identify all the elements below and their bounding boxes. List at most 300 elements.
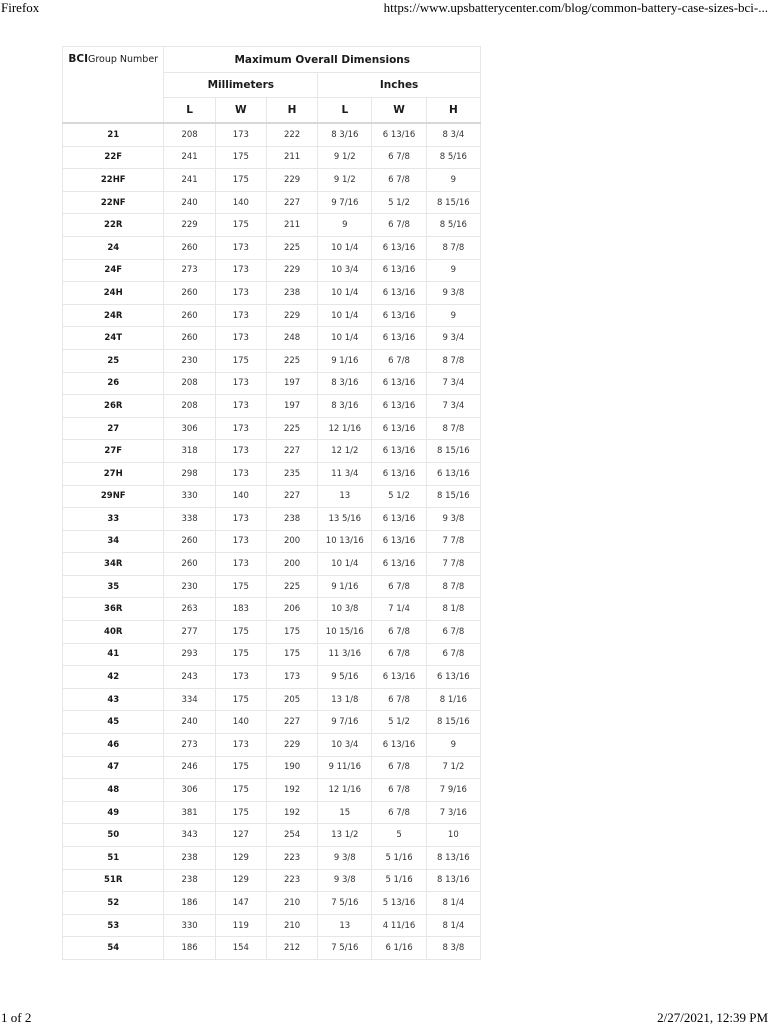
mm-width-cell: 183: [215, 598, 266, 621]
table-row: [63, 688, 481, 711]
in-height-cell: 8 7/8: [426, 236, 480, 259]
in-height-cell: 8 5/16: [426, 146, 480, 169]
in-width-cell: 6 7/8: [372, 779, 426, 802]
table-row: [63, 146, 481, 169]
col-header-mm-width: W: [215, 98, 266, 124]
in-length-cell: 10 13/16: [318, 530, 372, 553]
mm-width-cell: 173: [215, 327, 266, 350]
in-height-cell: 6 13/16: [426, 666, 480, 689]
group-cell: 36R: [63, 598, 164, 621]
group-cell: 52: [63, 892, 164, 915]
table-row: [63, 914, 481, 937]
table-row: [63, 282, 481, 305]
in-height-cell: 8 5/16: [426, 214, 480, 237]
table-row: [63, 621, 481, 644]
in-length-cell: 11 3/16: [318, 643, 372, 666]
in-width-cell: 6 13/16: [372, 530, 426, 553]
mm-width-cell: 173: [215, 123, 266, 146]
in-height-cell: 7 3/4: [426, 372, 480, 395]
in-length-cell: 9 5/16: [318, 666, 372, 689]
group-cell: 27: [63, 417, 164, 440]
mm-length-cell: 293: [164, 643, 215, 666]
in-length-cell: 9: [318, 214, 372, 237]
mm-height-cell: 205: [266, 688, 317, 711]
in-width-cell: 6 13/16: [372, 236, 426, 259]
in-length-cell: 9 1/16: [318, 575, 372, 598]
in-height-cell: 8 3/4: [426, 123, 480, 146]
in-height-cell: 9: [426, 259, 480, 282]
in-width-cell: 6 7/8: [372, 643, 426, 666]
in-width-cell: 6 13/16: [372, 282, 426, 305]
group-cell: 34R: [63, 553, 164, 576]
mm-length-cell: 260: [164, 236, 215, 259]
in-height-cell: 8 13/16: [426, 869, 480, 892]
mm-length-cell: 260: [164, 553, 215, 576]
mm-height-cell: 210: [266, 914, 317, 937]
in-width-cell: 6 13/16: [372, 259, 426, 282]
mm-height-cell: 211: [266, 214, 317, 237]
in-length-cell: 13 5/16: [318, 508, 372, 531]
table-row: [63, 847, 481, 870]
group-cell: 35: [63, 575, 164, 598]
mm-width-cell: 129: [215, 847, 266, 870]
in-width-cell: 6 13/16: [372, 123, 426, 146]
mm-length-cell: 260: [164, 282, 215, 305]
mm-height-cell: 210: [266, 892, 317, 915]
in-width-cell: 6 7/8: [372, 801, 426, 824]
in-width-cell: 6 7/8: [372, 756, 426, 779]
group-cell: 43: [63, 688, 164, 711]
in-length-cell: 10 3/8: [318, 598, 372, 621]
group-cell: 54: [63, 937, 164, 960]
in-width-cell: 4 11/16: [372, 914, 426, 937]
in-length-cell: 7 5/16: [318, 892, 372, 915]
in-height-cell: 9 3/8: [426, 508, 480, 531]
table-row: [63, 779, 481, 802]
millimeters-header: Millimeters: [164, 73, 318, 98]
table-row: [63, 711, 481, 734]
mm-length-cell: 208: [164, 395, 215, 418]
mm-length-cell: 238: [164, 847, 215, 870]
mm-length-cell: 381: [164, 801, 215, 824]
mm-height-cell: 235: [266, 462, 317, 485]
in-width-cell: 6 7/8: [372, 214, 426, 237]
in-length-cell: 9 1/16: [318, 349, 372, 372]
mm-width-cell: 175: [215, 779, 266, 802]
mm-width-cell: 173: [215, 462, 266, 485]
in-width-cell: 6 7/8: [372, 146, 426, 169]
group-cell: 46: [63, 734, 164, 757]
in-height-cell: 6 13/16: [426, 462, 480, 485]
mm-width-cell: 173: [215, 417, 266, 440]
in-length-cell: 15: [318, 801, 372, 824]
in-width-cell: 5 1/2: [372, 191, 426, 214]
in-width-cell: 6 13/16: [372, 417, 426, 440]
table-row: [63, 349, 481, 372]
table-row: [63, 937, 481, 960]
in-width-cell: 6 13/16: [372, 734, 426, 757]
table-row: [63, 327, 481, 350]
in-height-cell: 8 7/8: [426, 575, 480, 598]
table-row: [63, 824, 481, 847]
mm-height-cell: 225: [266, 236, 317, 259]
group-cell: 24H: [63, 282, 164, 305]
in-length-cell: 10 1/4: [318, 304, 372, 327]
mm-length-cell: 230: [164, 575, 215, 598]
in-length-cell: 7 5/16: [318, 937, 372, 960]
mm-height-cell: 197: [266, 372, 317, 395]
mm-height-cell: 229: [266, 304, 317, 327]
mm-width-cell: 175: [215, 756, 266, 779]
in-width-cell: 6 7/8: [372, 169, 426, 192]
in-width-cell: 5 1/16: [372, 869, 426, 892]
group-cell: 34: [63, 530, 164, 553]
mm-width-cell: 173: [215, 508, 266, 531]
table-row: [63, 734, 481, 757]
col-header-mm-height: H: [266, 98, 317, 124]
mm-length-cell: 338: [164, 508, 215, 531]
table-row: [63, 372, 481, 395]
in-length-cell: 9 3/8: [318, 847, 372, 870]
col-header-in-width: W: [372, 98, 426, 124]
mm-height-cell: 248: [266, 327, 317, 350]
mm-width-cell: 127: [215, 824, 266, 847]
in-height-cell: 7 9/16: [426, 779, 480, 802]
group-cell: 22F: [63, 146, 164, 169]
in-height-cell: 8 1/16: [426, 688, 480, 711]
in-height-cell: 9: [426, 169, 480, 192]
mm-height-cell: 229: [266, 169, 317, 192]
group-cell: 25: [63, 349, 164, 372]
in-length-cell: 10 1/4: [318, 236, 372, 259]
in-height-cell: 8 1/8: [426, 598, 480, 621]
group-cell: 42: [63, 666, 164, 689]
in-height-cell: 9: [426, 734, 480, 757]
in-length-cell: 11 3/4: [318, 462, 372, 485]
mm-width-cell: 119: [215, 914, 266, 937]
mm-length-cell: 238: [164, 869, 215, 892]
mm-width-cell: 175: [215, 169, 266, 192]
in-length-cell: 10 1/4: [318, 327, 372, 350]
mm-height-cell: 227: [266, 191, 317, 214]
in-height-cell: 6 7/8: [426, 643, 480, 666]
mm-length-cell: 240: [164, 711, 215, 734]
in-width-cell: 6 13/16: [372, 327, 426, 350]
mm-length-cell: 318: [164, 440, 215, 463]
mm-width-cell: 175: [215, 688, 266, 711]
mm-length-cell: 277: [164, 621, 215, 644]
mm-height-cell: 212: [266, 937, 317, 960]
mm-height-cell: 223: [266, 869, 317, 892]
mm-length-cell: 230: [164, 349, 215, 372]
mm-length-cell: 208: [164, 123, 215, 146]
mm-width-cell: 173: [215, 304, 266, 327]
mm-width-cell: 173: [215, 282, 266, 305]
group-cell: 41: [63, 643, 164, 666]
in-width-cell: 6 13/16: [372, 508, 426, 531]
table-row: [63, 169, 481, 192]
page-url[interactable]: https://www.upsbatterycenter.com/blog/common-battery-case-sizes-bci-...: [383, 0, 768, 15]
table-row: [63, 575, 481, 598]
group-cell: 22HF: [63, 169, 164, 192]
mm-height-cell: 175: [266, 643, 317, 666]
mm-height-cell: 200: [266, 553, 317, 576]
in-height-cell: 9 3/4: [426, 327, 480, 350]
table-row: [63, 598, 481, 621]
mm-length-cell: 260: [164, 327, 215, 350]
group-cell: 48: [63, 779, 164, 802]
mm-height-cell: 229: [266, 734, 317, 757]
group-cell: 51R: [63, 869, 164, 892]
table-row: [63, 462, 481, 485]
mm-height-cell: 225: [266, 417, 317, 440]
table-row: [63, 756, 481, 779]
in-width-cell: 5 13/16: [372, 892, 426, 915]
mm-width-cell: 154: [215, 937, 266, 960]
in-height-cell: 8 1/4: [426, 892, 480, 915]
in-length-cell: 10 3/4: [318, 259, 372, 282]
mm-height-cell: 227: [266, 485, 317, 508]
mm-length-cell: 243: [164, 666, 215, 689]
in-height-cell: 9 3/8: [426, 282, 480, 305]
in-width-cell: 6 13/16: [372, 304, 426, 327]
in-height-cell: 8 15/16: [426, 711, 480, 734]
in-length-cell: 9 1/2: [318, 146, 372, 169]
mm-height-cell: 238: [266, 508, 317, 531]
group-cell: 40R: [63, 621, 164, 644]
in-length-cell: 8 3/16: [318, 372, 372, 395]
table-row: [63, 869, 481, 892]
in-length-cell: 13 1/8: [318, 688, 372, 711]
in-width-cell: 6 1/16: [372, 937, 426, 960]
in-length-cell: 10 1/4: [318, 553, 372, 576]
in-width-cell: 6 13/16: [372, 553, 426, 576]
mm-length-cell: 298: [164, 462, 215, 485]
in-height-cell: 8 7/8: [426, 349, 480, 372]
group-cell: 22R: [63, 214, 164, 237]
mm-length-cell: 306: [164, 779, 215, 802]
mm-height-cell: 211: [266, 146, 317, 169]
in-width-cell: 7 1/4: [372, 598, 426, 621]
mm-width-cell: 173: [215, 236, 266, 259]
mm-width-cell: 173: [215, 395, 266, 418]
mm-height-cell: 192: [266, 801, 317, 824]
in-width-cell: 5 1/2: [372, 485, 426, 508]
group-cell: 21: [63, 123, 164, 146]
in-length-cell: 10 15/16: [318, 621, 372, 644]
in-height-cell: 8 15/16: [426, 485, 480, 508]
mm-width-cell: 173: [215, 734, 266, 757]
table-row: [63, 259, 481, 282]
group-cell: 26: [63, 372, 164, 395]
group-cell: 51: [63, 847, 164, 870]
mm-height-cell: 197: [266, 395, 317, 418]
in-width-cell: 6 7/8: [372, 688, 426, 711]
table-row: [63, 892, 481, 915]
in-width-cell: 6 13/16: [372, 440, 426, 463]
in-height-cell: 8 1/4: [426, 914, 480, 937]
mm-width-cell: 175: [215, 214, 266, 237]
mm-length-cell: 229: [164, 214, 215, 237]
mm-length-cell: 263: [164, 598, 215, 621]
mm-length-cell: 186: [164, 937, 215, 960]
mm-length-cell: 246: [164, 756, 215, 779]
col-header-mm-length: L: [164, 98, 215, 124]
group-cell: 26R: [63, 395, 164, 418]
in-height-cell: 8 3/8: [426, 937, 480, 960]
mm-length-cell: 260: [164, 530, 215, 553]
in-width-cell: 5 1/16: [372, 847, 426, 870]
mm-width-cell: 147: [215, 892, 266, 915]
group-cell: 27F: [63, 440, 164, 463]
mm-height-cell: 206: [266, 598, 317, 621]
in-width-cell: 6 13/16: [372, 372, 426, 395]
table-row: [63, 485, 481, 508]
mm-length-cell: 241: [164, 169, 215, 192]
in-height-cell: 8 15/16: [426, 440, 480, 463]
mm-width-cell: 175: [215, 621, 266, 644]
table-row: [63, 236, 481, 259]
mm-height-cell: 225: [266, 575, 317, 598]
in-length-cell: 13: [318, 914, 372, 937]
group-header-bci: BCI: [68, 53, 88, 65]
in-length-cell: 9 3/8: [318, 869, 372, 892]
mm-width-cell: 173: [215, 666, 266, 689]
mm-width-cell: 140: [215, 191, 266, 214]
group-cell: 33: [63, 508, 164, 531]
inches-header: Inches: [318, 73, 481, 98]
in-width-cell: 5 1/2: [372, 711, 426, 734]
browser-name: Firefox: [1, 0, 40, 15]
in-width-cell: 5: [372, 824, 426, 847]
col-header-in-length: L: [318, 98, 372, 124]
dimensions-header: Maximum Overall Dimensions: [164, 47, 481, 73]
table-body: [63, 123, 481, 959]
mm-length-cell: 306: [164, 417, 215, 440]
table-row: [63, 304, 481, 327]
mm-height-cell: 192: [266, 779, 317, 802]
in-height-cell: 7 1/2: [426, 756, 480, 779]
mm-length-cell: 334: [164, 688, 215, 711]
battery-dimensions-table: [62, 46, 481, 960]
mm-width-cell: 175: [215, 643, 266, 666]
in-length-cell: 10 3/4: [318, 734, 372, 757]
in-height-cell: 7 3/16: [426, 801, 480, 824]
in-length-cell: 12 1/16: [318, 779, 372, 802]
in-length-cell: 12 1/2: [318, 440, 372, 463]
in-length-cell: 10 1/4: [318, 282, 372, 305]
in-height-cell: 9: [426, 304, 480, 327]
in-length-cell: 9 11/16: [318, 756, 372, 779]
table-row: [63, 801, 481, 824]
in-height-cell: 8 13/16: [426, 847, 480, 870]
table-row: [63, 191, 481, 214]
in-width-cell: 6 7/8: [372, 349, 426, 372]
in-length-cell: 9 7/16: [318, 191, 372, 214]
mm-height-cell: 173: [266, 666, 317, 689]
in-width-cell: 6 13/16: [372, 395, 426, 418]
mm-height-cell: 222: [266, 123, 317, 146]
group-header-label: Group Number: [87, 54, 159, 65]
mm-length-cell: 241: [164, 146, 215, 169]
mm-width-cell: 173: [215, 440, 266, 463]
mm-height-cell: 223: [266, 847, 317, 870]
group-cell: 47: [63, 756, 164, 779]
print-datetime: 2/27/2021, 12:39 PM: [657, 1010, 768, 1025]
table-row: [63, 440, 481, 463]
in-length-cell: 8 3/16: [318, 395, 372, 418]
mm-width-cell: 129: [215, 869, 266, 892]
mm-height-cell: 175: [266, 621, 317, 644]
group-cell: 24R: [63, 304, 164, 327]
mm-length-cell: 208: [164, 372, 215, 395]
table-row: [63, 214, 481, 237]
mm-length-cell: 273: [164, 734, 215, 757]
table-row: [63, 666, 481, 689]
mm-width-cell: 175: [215, 349, 266, 372]
in-width-cell: 6 13/16: [372, 666, 426, 689]
table-row: [63, 530, 481, 553]
in-height-cell: 8 15/16: [426, 191, 480, 214]
group-cell: 24: [63, 236, 164, 259]
mm-height-cell: 200: [266, 530, 317, 553]
group-cell: 53: [63, 914, 164, 937]
mm-height-cell: 227: [266, 711, 317, 734]
mm-width-cell: 140: [215, 485, 266, 508]
group-cell: 27H: [63, 462, 164, 485]
mm-length-cell: 273: [164, 259, 215, 282]
mm-height-cell: 254: [266, 824, 317, 847]
in-length-cell: 9 7/16: [318, 711, 372, 734]
mm-length-cell: 343: [164, 824, 215, 847]
mm-width-cell: 173: [215, 372, 266, 395]
table-row: [63, 417, 481, 440]
in-length-cell: 13: [318, 485, 372, 508]
table-row: [63, 508, 481, 531]
in-length-cell: 9 1/2: [318, 169, 372, 192]
mm-width-cell: 175: [215, 801, 266, 824]
mm-length-cell: 186: [164, 892, 215, 915]
mm-length-cell: 330: [164, 485, 215, 508]
mm-width-cell: 173: [215, 553, 266, 576]
table-row: [63, 553, 481, 576]
mm-height-cell: 229: [266, 259, 317, 282]
mm-height-cell: 225: [266, 349, 317, 372]
in-width-cell: 6 7/8: [372, 575, 426, 598]
mm-width-cell: 175: [215, 575, 266, 598]
in-width-cell: 6 13/16: [372, 462, 426, 485]
group-cell: 45: [63, 711, 164, 734]
in-height-cell: 10: [426, 824, 480, 847]
mm-height-cell: 238: [266, 282, 317, 305]
in-height-cell: 7 7/8: [426, 553, 480, 576]
in-height-cell: 7 7/8: [426, 530, 480, 553]
mm-width-cell: 173: [215, 530, 266, 553]
group-cell: 29NF: [63, 485, 164, 508]
group-cell: 24T: [63, 327, 164, 350]
mm-length-cell: 260: [164, 304, 215, 327]
group-cell: 24F: [63, 259, 164, 282]
group-cell: 49: [63, 801, 164, 824]
in-height-cell: 7 3/4: [426, 395, 480, 418]
mm-height-cell: 190: [266, 756, 317, 779]
in-height-cell: 8 7/8: [426, 417, 480, 440]
in-length-cell: 8 3/16: [318, 123, 372, 146]
table-row: [63, 123, 481, 146]
mm-width-cell: 173: [215, 259, 266, 282]
mm-length-cell: 240: [164, 191, 215, 214]
in-length-cell: 13 1/2: [318, 824, 372, 847]
